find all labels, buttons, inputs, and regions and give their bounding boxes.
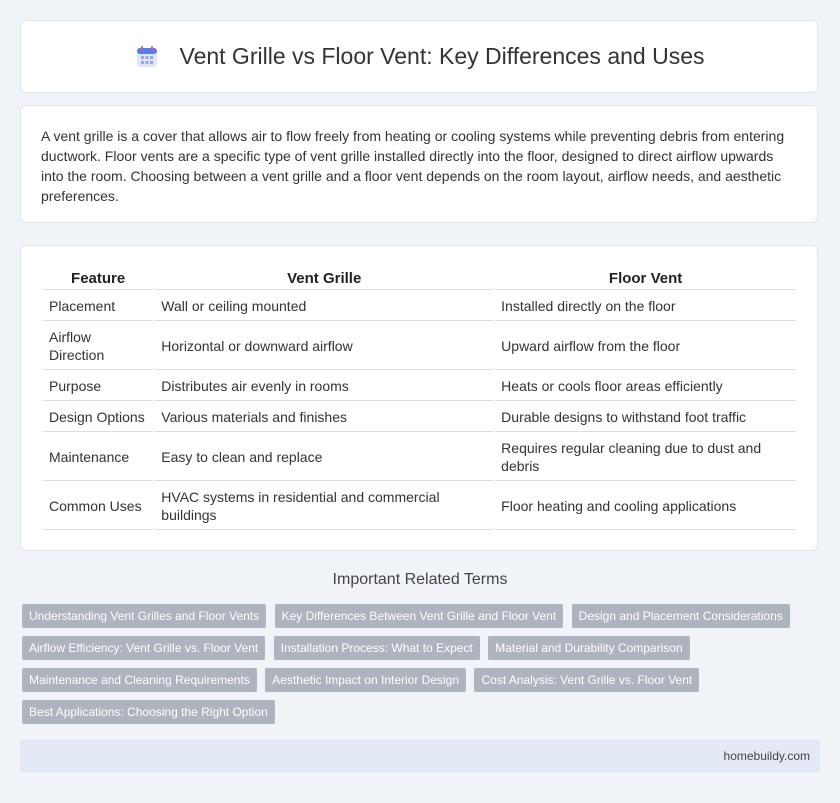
table-row [43, 483, 796, 530]
table-row [43, 434, 796, 481]
vent-grille-cell: Horizontal or downward airflow [155, 323, 493, 370]
feature-cell: Airflow Direction [43, 323, 153, 370]
vent-grille-cell: Wall or ceiling mounted [155, 292, 493, 321]
vent-grille-cell: Easy to clean and replace [155, 434, 493, 481]
comparison-card [20, 245, 818, 551]
feature-cell: Purpose [43, 372, 153, 401]
table-row [43, 372, 796, 401]
related-term-tag[interactable]: Key Differences Between Vent Grille and Floor Vent [275, 604, 564, 628]
intro-card [20, 105, 818, 223]
header-feature: Feature [43, 266, 153, 290]
table-row [43, 403, 796, 432]
related-term-tag[interactable]: Best Applications: Choosing the Right Option [22, 700, 275, 724]
comparison-table [41, 264, 798, 532]
footer [20, 739, 820, 773]
vent-grille-cell: HVAC systems in residential and commercial buildings [155, 483, 493, 530]
floor-vent-cell: Durable designs to withstand foot traffic [495, 403, 796, 432]
related-term-tag[interactable]: Maintenance and Cleaning Requirements [22, 668, 257, 692]
intro-text: A vent grille is a cover that allows air to flow freely from heating or cooling systems while preventing debris from entering ductwork. Floor vents are a specific type of vent grille installed directly into the floor, designed to direct airflow upwards into the room. Choosing between a vent grille and a floor vent depends on the room layout, airflow needs, and aesthetic preferences. [41, 128, 785, 204]
related-term-tag[interactable]: Aesthetic Impact on Interior Design [265, 668, 466, 692]
vent-grille-cell: Distributes air evenly in rooms [155, 372, 493, 401]
floor-vent-cell: Floor heating and cooling applications [495, 483, 796, 530]
related-term-tag[interactable]: Understanding Vent Grilles and Floor Vents [22, 604, 266, 628]
vent-grille-cell: Various materials and finishes [155, 403, 493, 432]
table-row [43, 292, 796, 321]
related-term-tag[interactable]: Airflow Efficiency: Vent Grille vs. Floor Vent [22, 636, 265, 660]
header-floor-vent: Floor Vent [495, 266, 796, 290]
related-term-tag[interactable]: Cost Analysis: Vent Grille vs. Floor Vent [474, 668, 699, 692]
floor-vent-cell: Requires regular cleaning due to dust and debris [495, 434, 796, 481]
feature-cell: Placement [43, 292, 153, 321]
related-term-tag[interactable]: Design and Placement Considerations [572, 604, 790, 628]
floor-vent-cell: Heats or cools floor areas efficiently [495, 372, 796, 401]
feature-cell: Design Options [43, 403, 153, 432]
related-terms-list [22, 604, 812, 732]
page-title: Vent Grille vs Floor Vent: Key Differences and Uses [179, 43, 705, 69]
feature-cell: Common Uses [43, 483, 153, 530]
table-row [43, 323, 796, 370]
calendar-icon [134, 44, 160, 70]
footer-site[interactable]: homebuildy.com [723, 749, 810, 763]
related-term-tag[interactable]: Material and Durability Comparison [488, 636, 689, 660]
related-terms-title: Important Related Terms [332, 571, 508, 588]
feature-cell: Maintenance [43, 434, 153, 481]
related-term-tag[interactable]: Installation Process: What to Expect [274, 636, 480, 660]
floor-vent-cell: Upward airflow from the floor [495, 323, 796, 370]
floor-vent-cell: Installed directly on the floor [495, 292, 796, 321]
header-vent-grille: Vent Grille [155, 266, 493, 290]
title-card [20, 20, 818, 93]
